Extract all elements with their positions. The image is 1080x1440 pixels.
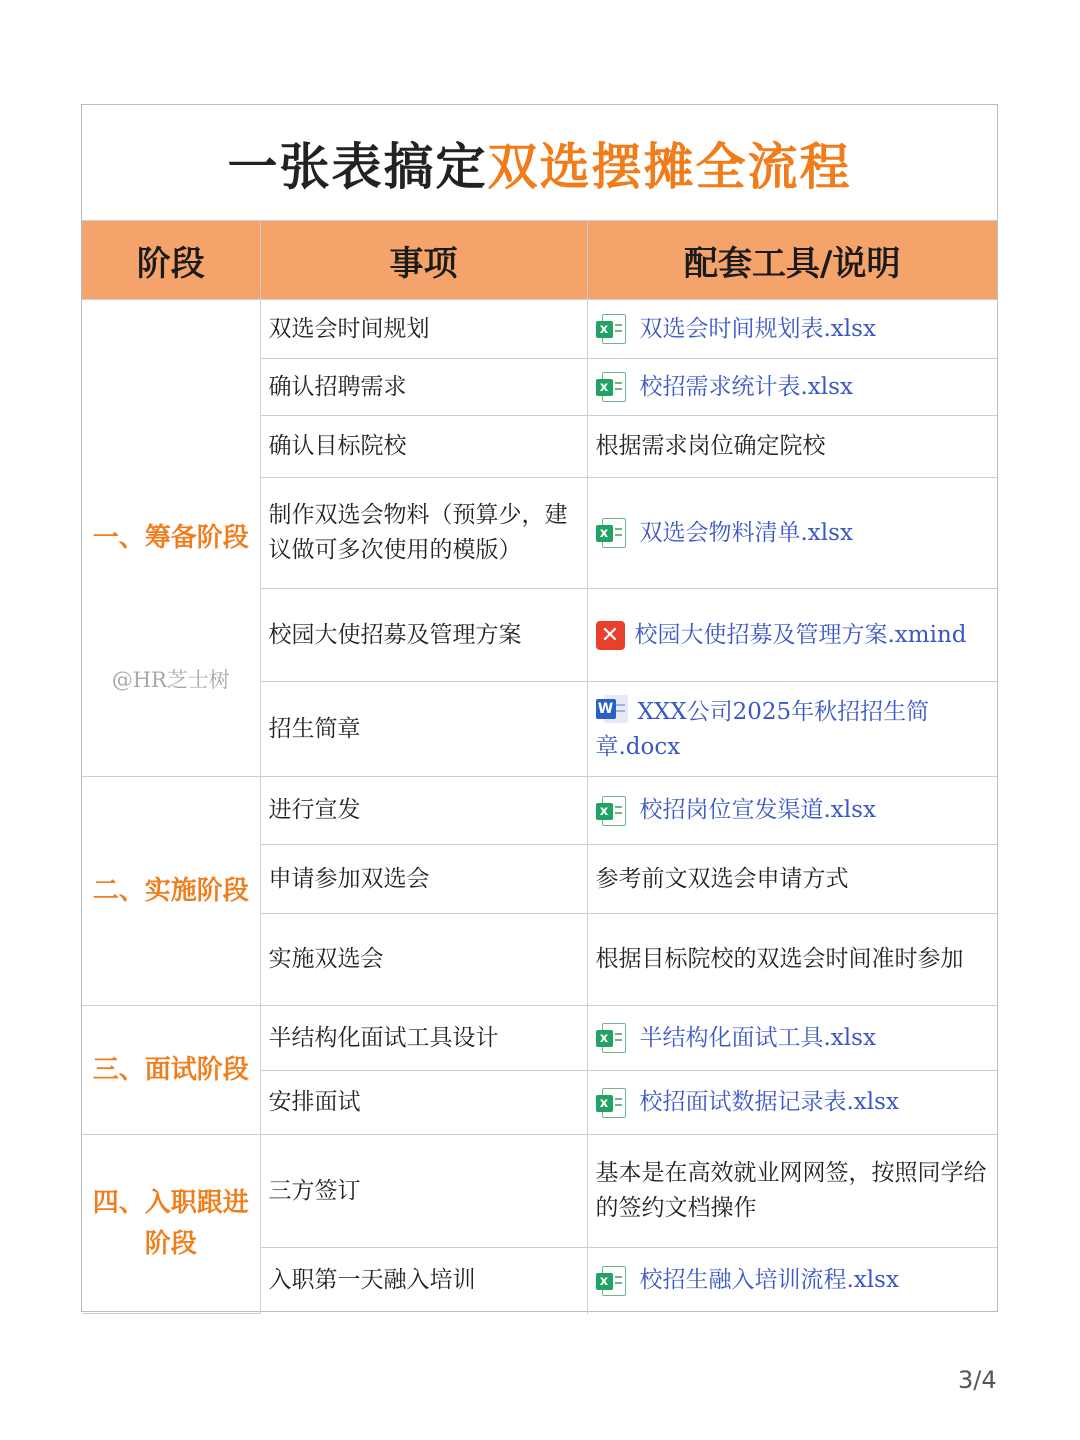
excel-icon: x	[596, 1086, 626, 1120]
item-cell: 安排面试	[260, 1071, 587, 1135]
tool-cell[interactable]	[587, 777, 997, 845]
tool-cell[interactable]	[587, 478, 997, 589]
header-item: 事项	[260, 221, 587, 300]
page-indicator: 3/4	[958, 1366, 997, 1394]
title-orange-part: 双选摆摊全流程	[487, 136, 852, 196]
header-stage: 阶段	[82, 221, 260, 300]
process-table	[82, 221, 997, 1314]
table-row	[82, 777, 997, 845]
stage-label: 一、筹备阶段	[92, 522, 249, 553]
header-tool: 配套工具/说明	[587, 221, 997, 300]
item-cell: 校园大使招募及管理方案	[260, 589, 587, 682]
table-row	[82, 1135, 997, 1248]
stage-cell-4: 四、入职跟进阶段	[82, 1135, 260, 1314]
page-title	[82, 105, 997, 221]
tool-cell[interactable]	[587, 1006, 997, 1071]
header-row	[82, 221, 997, 300]
stage-cell-1	[82, 300, 260, 777]
file-link[interactable]: 双选会时间规划表.xlsx	[639, 315, 876, 342]
item-cell: 三方签订	[260, 1135, 587, 1248]
item-cell: 申请参加双选会	[260, 845, 587, 914]
tool-cell[interactable]	[587, 1071, 997, 1135]
xmind-icon: ✕	[596, 621, 625, 650]
item-cell: 确认招聘需求	[260, 359, 587, 416]
tool-cell[interactable]	[587, 682, 997, 777]
tool-cell[interactable]	[587, 359, 997, 416]
file-link[interactable]: 校招岗位宣发渠道.xlsx	[639, 797, 876, 823]
excel-icon: x	[596, 370, 626, 404]
excel-icon: x	[596, 1021, 626, 1055]
item-cell: 双选会时间规划	[260, 300, 587, 359]
word-icon: W	[596, 693, 628, 725]
item-cell: 确认目标院校	[260, 416, 587, 478]
file-link[interactable]: 校园大使招募及管理方案.xmind	[634, 621, 967, 648]
tool-cell: 基本是在高效就业网网签，按照同学给的签约文档操作	[587, 1135, 997, 1248]
file-link[interactable]: 校招需求统计表.xlsx	[639, 373, 853, 400]
excel-icon: x	[596, 516, 626, 550]
file-link[interactable]: 双选会物料清单.xlsx	[639, 519, 853, 546]
watermark: @HR芝士树	[111, 668, 230, 692]
item-cell: 进行宣发	[260, 777, 587, 845]
excel-icon: x	[596, 312, 626, 346]
item-cell: 制作双选会物料（预算少，建议做可多次使用的模版）	[260, 478, 587, 589]
file-link[interactable]: XXX公司2025年秋招招生简章.docx	[595, 699, 930, 760]
tool-cell: 根据需求岗位确定院校	[587, 416, 997, 478]
file-link[interactable]: 校招生融入培训流程.xlsx	[639, 1267, 899, 1294]
tool-cell: 根据目标院校的双选会时间准时参加	[587, 914, 997, 1006]
tool-cell[interactable]	[587, 1248, 997, 1314]
tool-cell[interactable]	[587, 300, 997, 359]
stage-cell-3: 三、面试阶段	[82, 1006, 260, 1135]
item-cell: 入职第一天融入培训	[260, 1248, 587, 1314]
title-black-part: 一张表搞定	[227, 136, 488, 196]
item-cell: 招生简章	[260, 682, 587, 777]
file-link[interactable]: 半结构化面试工具.xlsx	[639, 1024, 876, 1051]
item-cell: 半结构化面试工具设计	[260, 1006, 587, 1071]
item-cell: 实施双选会	[260, 914, 587, 1006]
tool-cell: 参考前文双选会申请方式	[587, 845, 997, 914]
table-row	[82, 1006, 997, 1071]
process-table-card	[81, 104, 998, 1312]
table-row	[82, 300, 997, 359]
tool-cell[interactable]	[587, 589, 997, 682]
stage-cell-2: 二、实施阶段	[82, 777, 260, 1006]
excel-icon: x	[596, 794, 626, 828]
file-link[interactable]: 校招面试数据记录表.xlsx	[639, 1089, 899, 1115]
excel-icon: x	[596, 1264, 626, 1298]
